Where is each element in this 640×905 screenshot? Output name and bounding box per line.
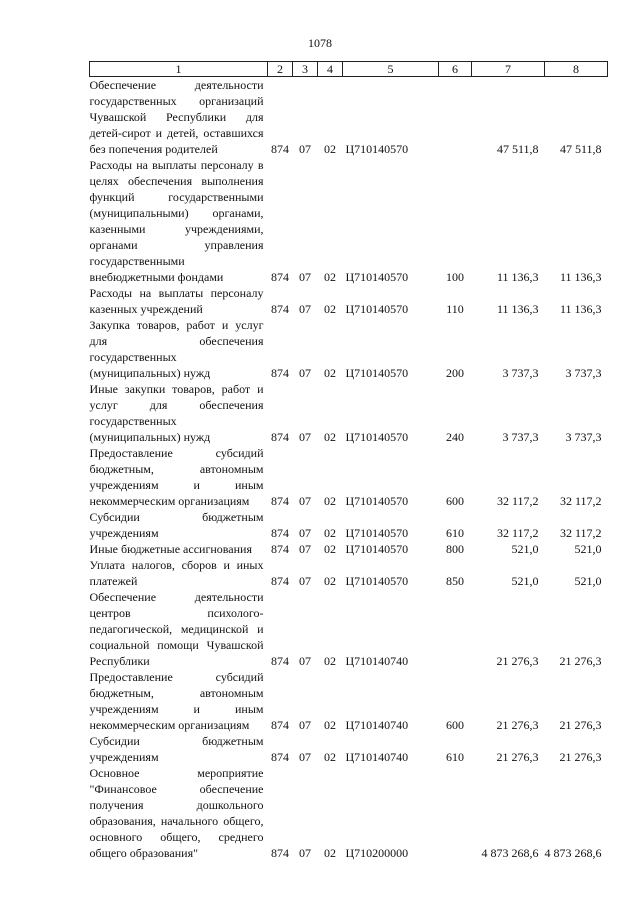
row-amount-col7: 21 276,3 xyxy=(496,718,539,732)
row-subsection: 02 xyxy=(324,750,336,764)
row-amount-col8: 11 136,3 xyxy=(559,270,602,284)
table-body xyxy=(90,77,608,862)
row-ministry-code: 874 xyxy=(271,270,289,284)
row-amount-col8: 521,0 xyxy=(574,574,602,588)
row-target-article: Ц710140570 xyxy=(345,430,409,444)
row-target-article: Ц710140570 xyxy=(345,526,409,540)
row-ministry-code: 874 xyxy=(271,654,289,668)
header-row xyxy=(90,62,608,77)
row-section: 07 xyxy=(299,430,311,444)
row-subsection: 02 xyxy=(324,654,336,668)
row-target-article: Ц710140570 xyxy=(345,366,409,380)
row-description: Предоставление субсидий бюджетным, автономным учреждениям и иным некоммерческим организациям xyxy=(89,670,264,732)
row-ministry-code: 874 xyxy=(271,142,289,156)
header-col-6: 6 xyxy=(439,62,472,77)
row-target-article: Ц710200000 xyxy=(345,846,409,860)
row-description: Расходы на выплаты персоналу казенных учреждений xyxy=(89,286,264,316)
row-subsection: 02 xyxy=(324,494,336,508)
row-section: 07 xyxy=(299,494,311,508)
row-subsection: 02 xyxy=(324,574,336,588)
table-row xyxy=(90,589,608,669)
row-description: Расходы на выплаты персоналу в целях обеспечения выполнения функций государственными (муниципальными) органами, казенными учреждениями, органами управления государственными внебюджетными фондами xyxy=(89,158,264,284)
row-ministry-code: 874 xyxy=(271,430,289,444)
row-target-article: Ц710140570 xyxy=(345,494,409,508)
row-section: 07 xyxy=(299,654,311,668)
row-amount-col8: 3 737,3 xyxy=(565,366,602,380)
header-col-4: 4 xyxy=(318,62,343,77)
row-description: Иные закупки товаров, работ и услуг для обеспечения государственных (муниципальных) нужд xyxy=(89,382,264,444)
row-amount-col7: 32 117,2 xyxy=(496,494,539,508)
row-amount-col7: 21 276,3 xyxy=(496,750,539,764)
row-expense-type: 200 xyxy=(446,366,464,380)
table-row xyxy=(90,445,608,509)
budget-table xyxy=(89,61,608,861)
row-ministry-code: 874 xyxy=(271,574,289,588)
row-ministry-code: 874 xyxy=(271,366,289,380)
row-expense-type: 610 xyxy=(446,526,464,540)
table-row xyxy=(90,765,608,861)
row-section: 07 xyxy=(299,542,311,556)
table-row xyxy=(90,381,608,445)
row-expense-type: 610 xyxy=(446,750,464,764)
header-col-2: 2 xyxy=(268,62,293,77)
table-row xyxy=(90,541,608,557)
row-section: 07 xyxy=(299,846,311,860)
row-description: Предоставление субсидий бюджетным, автономным учреждениям и иным некоммерческим организациям xyxy=(89,446,264,508)
row-amount-col8: 21 276,3 xyxy=(559,750,602,764)
row-section: 07 xyxy=(299,750,311,764)
table-row xyxy=(90,509,608,541)
table-row xyxy=(90,669,608,733)
header-col-5: 5 xyxy=(343,62,439,77)
row-amount-col8: 21 276,3 xyxy=(559,654,602,668)
row-subsection: 02 xyxy=(324,270,336,284)
row-section: 07 xyxy=(299,270,311,284)
row-description: Субсидии бюджетным учреждениям xyxy=(89,734,264,764)
row-amount-col8: 11 136,3 xyxy=(559,302,602,316)
row-amount-col7: 3 737,3 xyxy=(502,430,539,444)
row-ministry-code: 874 xyxy=(271,494,289,508)
row-subsection: 02 xyxy=(324,366,336,380)
row-amount-col7: 21 276,3 xyxy=(496,654,539,668)
row-expense-type: 100 xyxy=(446,270,464,284)
row-amount-col8: 3 737,3 xyxy=(565,430,602,444)
row-description: Основное мероприятие "Финансовое обеспечение получения дошкольного образования, начального общего, основного общего, среднего общего образования" xyxy=(89,766,264,860)
row-ministry-code: 874 xyxy=(271,718,289,732)
row-target-article: Ц710140740 xyxy=(345,718,409,732)
row-target-article: Ц710140570 xyxy=(345,542,409,556)
row-ministry-code: 874 xyxy=(271,750,289,764)
row-amount-col7: 4 873 268,6 xyxy=(481,846,539,860)
row-amount-col8: 4 873 268,6 xyxy=(544,846,602,860)
table-row xyxy=(90,157,608,285)
row-amount-col7: 11 136,3 xyxy=(496,302,539,316)
row-description: Обеспечение деятельности государственных организаций Чувашской Республики для детей-сирот и детей, оставшихся без попечения родителей xyxy=(89,78,264,156)
row-subsection: 02 xyxy=(324,846,336,860)
row-expense-type: 110 xyxy=(446,302,464,316)
row-description: Субсидии бюджетным учреждениям xyxy=(89,510,264,540)
row-amount-col7: 521,0 xyxy=(511,574,539,588)
row-section: 07 xyxy=(299,574,311,588)
row-expense-type: 240 xyxy=(446,430,464,444)
row-amount-col7: 32 117,2 xyxy=(496,526,539,540)
row-subsection: 02 xyxy=(324,302,336,316)
row-subsection: 02 xyxy=(324,526,336,540)
row-ministry-code: 874 xyxy=(271,526,289,540)
row-expense-type: 800 xyxy=(446,542,464,556)
header-col-3: 3 xyxy=(293,62,318,77)
row-subsection: 02 xyxy=(324,718,336,732)
row-amount-col8: 21 276,3 xyxy=(559,718,602,732)
row-section: 07 xyxy=(299,142,311,156)
table-header xyxy=(90,62,608,77)
row-amount-col7: 3 737,3 xyxy=(502,366,539,380)
row-amount-col7: 11 136,3 xyxy=(496,270,539,284)
row-expense-type: 850 xyxy=(446,574,464,588)
row-target-article: Ц710140570 xyxy=(345,142,409,156)
row-amount-col8: 521,0 xyxy=(574,542,602,556)
row-ministry-code: 874 xyxy=(271,542,289,556)
row-amount-col7: 47 511,8 xyxy=(496,142,539,156)
table-row xyxy=(90,285,608,317)
row-target-article: Ц710140740 xyxy=(345,654,409,668)
row-amount-col7: 521,0 xyxy=(511,542,539,556)
row-section: 07 xyxy=(299,526,311,540)
row-amount-col8: 47 511,8 xyxy=(559,142,602,156)
row-subsection: 02 xyxy=(324,542,336,556)
table-row xyxy=(90,733,608,765)
row-target-article: Ц710140570 xyxy=(345,270,409,284)
row-subsection: 02 xyxy=(324,430,336,444)
row-target-article: Ц710140570 xyxy=(345,574,409,588)
row-description: Уплата налогов, сборов и иных платежей xyxy=(89,558,264,588)
row-expense-type xyxy=(439,77,472,158)
row-amount-col8: 32 117,2 xyxy=(559,494,602,508)
row-subsection: 02 xyxy=(324,142,336,156)
row-section: 07 xyxy=(299,718,311,732)
row-description: Иные бюджетные ассигнования xyxy=(89,542,252,556)
page-number: 1078 xyxy=(308,36,332,50)
row-description: Обеспечение деятельности центров психолого-педагогической, медицинской и социальной помощи Чувашской Республики xyxy=(89,590,264,668)
header-col-8: 8 xyxy=(545,62,608,77)
row-section: 07 xyxy=(299,366,311,380)
row-description: Закупка товаров, работ и услуг для обеспечения государственных (муниципальных) нужд xyxy=(89,318,264,380)
row-target-article: Ц710140570 xyxy=(345,302,409,316)
row-expense-type xyxy=(439,765,472,861)
row-expense-type xyxy=(439,589,472,669)
table-row xyxy=(90,317,608,381)
row-section: 07 xyxy=(299,302,311,316)
table-row xyxy=(90,557,608,589)
row-ministry-code: 874 xyxy=(271,846,289,860)
table-row xyxy=(90,77,608,158)
header-col-1: 1 xyxy=(90,62,268,77)
row-expense-type: 600 xyxy=(446,718,464,732)
row-ministry-code: 874 xyxy=(271,302,289,316)
row-expense-type: 600 xyxy=(446,494,464,508)
header-col-7: 7 xyxy=(472,62,545,77)
row-amount-col8: 32 117,2 xyxy=(559,526,602,540)
row-target-article: Ц710140740 xyxy=(345,750,409,764)
